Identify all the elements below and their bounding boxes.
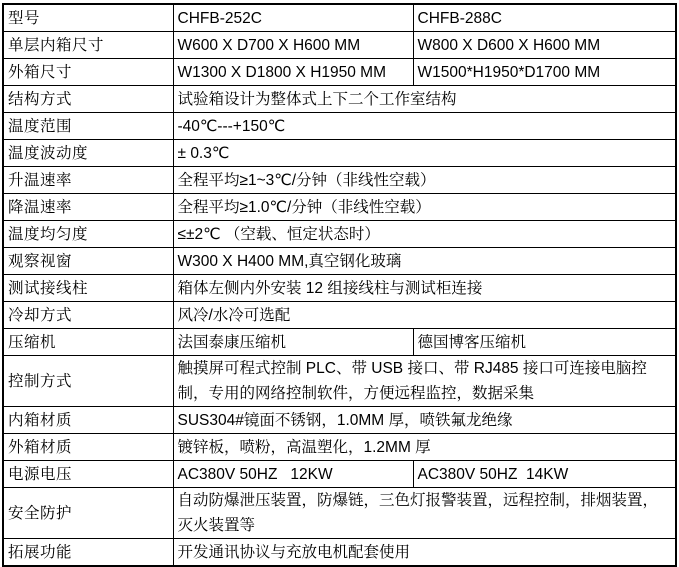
spec-label: 温度范围 <box>3 113 173 140</box>
table-row <box>3 329 676 356</box>
spec-value: 开发通讯协议与充放电机配套使用 <box>173 539 676 567</box>
spec-label: 外箱材质 <box>3 434 173 461</box>
spec-table <box>2 3 677 567</box>
spec-label: 测试接线柱 <box>3 275 173 302</box>
spec-value: CHFB-288C <box>413 4 676 32</box>
spec-value: W1500*H1950*D1700 MM <box>413 59 676 86</box>
spec-label: 降温速率 <box>3 194 173 221</box>
table-row <box>3 302 676 329</box>
table-row <box>3 434 676 461</box>
spec-label: 控制方式 <box>3 356 173 407</box>
table-row <box>3 221 676 248</box>
table-row <box>3 194 676 221</box>
spec-label: 压缩机 <box>3 329 173 356</box>
table-row <box>3 461 676 488</box>
table-row <box>3 86 676 113</box>
table-row <box>3 539 676 567</box>
spec-value: W1300 X D1800 X H1950 MM <box>173 59 413 86</box>
spec-label: 结构方式 <box>3 86 173 113</box>
spec-label: 电源电压 <box>3 461 173 488</box>
spec-value: 法国泰康压缩机 <box>173 329 413 356</box>
spec-label: 观察视窗 <box>3 248 173 275</box>
table-row <box>3 32 676 59</box>
spec-value: ≤±2℃ （空载、恒定状态时） <box>173 221 676 248</box>
spec-label: 安全防护 <box>3 488 173 539</box>
spec-value: 镀锌板，喷粉，高温塑化，1.2MM 厚 <box>173 434 676 461</box>
spec-value: W300 X H400 MM,真空钢化玻璃 <box>173 248 676 275</box>
spec-value: 箱体左侧内外安装 12 组接线柱与测试柜连接 <box>173 275 676 302</box>
spec-value: SUS304#镜面不锈钢，1.0MM 厚，喷铁氟龙绝缘 <box>173 407 676 434</box>
spec-label: 型号 <box>3 4 173 32</box>
spec-value: 触摸屏可程式控制 PLC、带 USB 接口、带 RJ485 接口可连接电脑控制，专用的网络控制软件，方便远程监控，数据采集 <box>173 356 676 407</box>
spec-value: ± 0.3℃ <box>173 140 676 167</box>
spec-value: 自动防爆泄压装置，防爆链，三色灯报警装置，远程控制，排烟装置，灭火装置等 <box>173 488 676 539</box>
table-row <box>3 356 676 407</box>
table-row <box>3 407 676 434</box>
spec-value: W800 X D600 X H600 MM <box>413 32 676 59</box>
spec-value: CHFB-252C <box>173 4 413 32</box>
spec-label: 内箱材质 <box>3 407 173 434</box>
spec-label: 升温速率 <box>3 167 173 194</box>
spec-label: 冷却方式 <box>3 302 173 329</box>
spec-value: 全程平均≥1~3℃/分钟（非线性空载） <box>173 167 676 194</box>
table-row <box>3 488 676 539</box>
spec-value: 德国博客压缩机 <box>413 329 676 356</box>
table-row <box>3 167 676 194</box>
spec-value: W600 X D700 X H600 MM <box>173 32 413 59</box>
spec-label: 拓展功能 <box>3 539 173 567</box>
spec-value: 试验箱设计为整体式上下二个工作室结构 <box>173 86 676 113</box>
spec-value: AC380V 50HZ 12KW <box>173 461 413 488</box>
spec-label: 温度均匀度 <box>3 221 173 248</box>
spec-value: -40℃---+150℃ <box>173 113 676 140</box>
table-row <box>3 140 676 167</box>
spec-label: 单层内箱尺寸 <box>3 32 173 59</box>
spec-label: 外箱尺寸 <box>3 59 173 86</box>
table-row <box>3 4 676 32</box>
spec-table-container <box>2 3 677 567</box>
spec-value: 风冷/水冷可选配 <box>173 302 676 329</box>
spec-label: 温度波动度 <box>3 140 173 167</box>
table-row <box>3 275 676 302</box>
spec-value: 全程平均≥1.0℃/分钟（非线性空载） <box>173 194 676 221</box>
spec-table-body <box>3 4 676 566</box>
table-row <box>3 59 676 86</box>
table-row <box>3 248 676 275</box>
spec-value: AC380V 50HZ 14KW <box>413 461 676 488</box>
table-row <box>3 113 676 140</box>
